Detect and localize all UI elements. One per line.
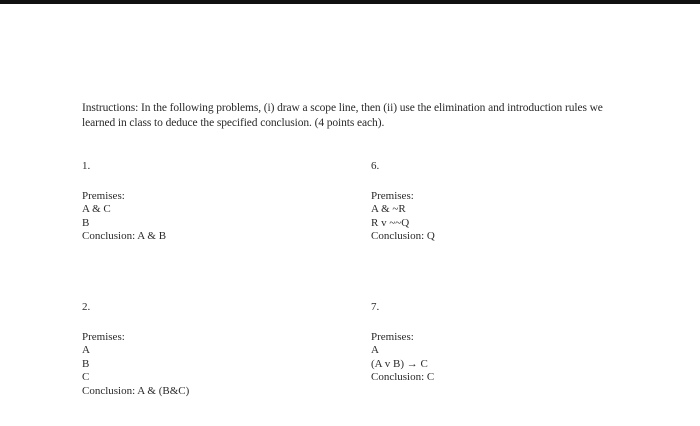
instructions-text: Instructions: In the following problems, (i) draw a scope line, then (ii) use the elimination and introduction rules we learned in class to deduce the specified conclusion. (4 points each). [82,102,603,129]
problem-number: 1. [82,160,91,172]
conclusion: Conclusion: C [371,371,435,383]
problem-2 [82,301,189,398]
problem-6 [371,160,435,244]
top-border [0,0,700,4]
conclusion: Conclusion: A & B [82,230,167,242]
premise: R v ~~Q [371,216,410,229]
premise: (A v B) → C [371,357,428,370]
problem-7 [371,301,434,385]
conclusion: Conclusion: Q [371,230,435,242]
premises-label: Premises: [371,189,414,202]
premises-label: Premises: [82,189,125,202]
premise: B [82,357,90,370]
premise: A & ~R [371,203,406,215]
problem-1 [82,160,166,244]
premise: A [82,344,90,356]
problem-number: 2. [82,301,91,313]
premise: B [82,216,90,229]
conclusion: Conclusion: A & (B&C) [82,384,190,397]
premise: A & C [82,203,111,215]
premise: C [82,371,90,383]
problem-number: 6. [371,160,380,172]
premises-label: Premises: [82,330,125,343]
premise: A [371,344,379,356]
problem-number: 7. [371,301,380,313]
premises-label: Premises: [371,330,414,343]
